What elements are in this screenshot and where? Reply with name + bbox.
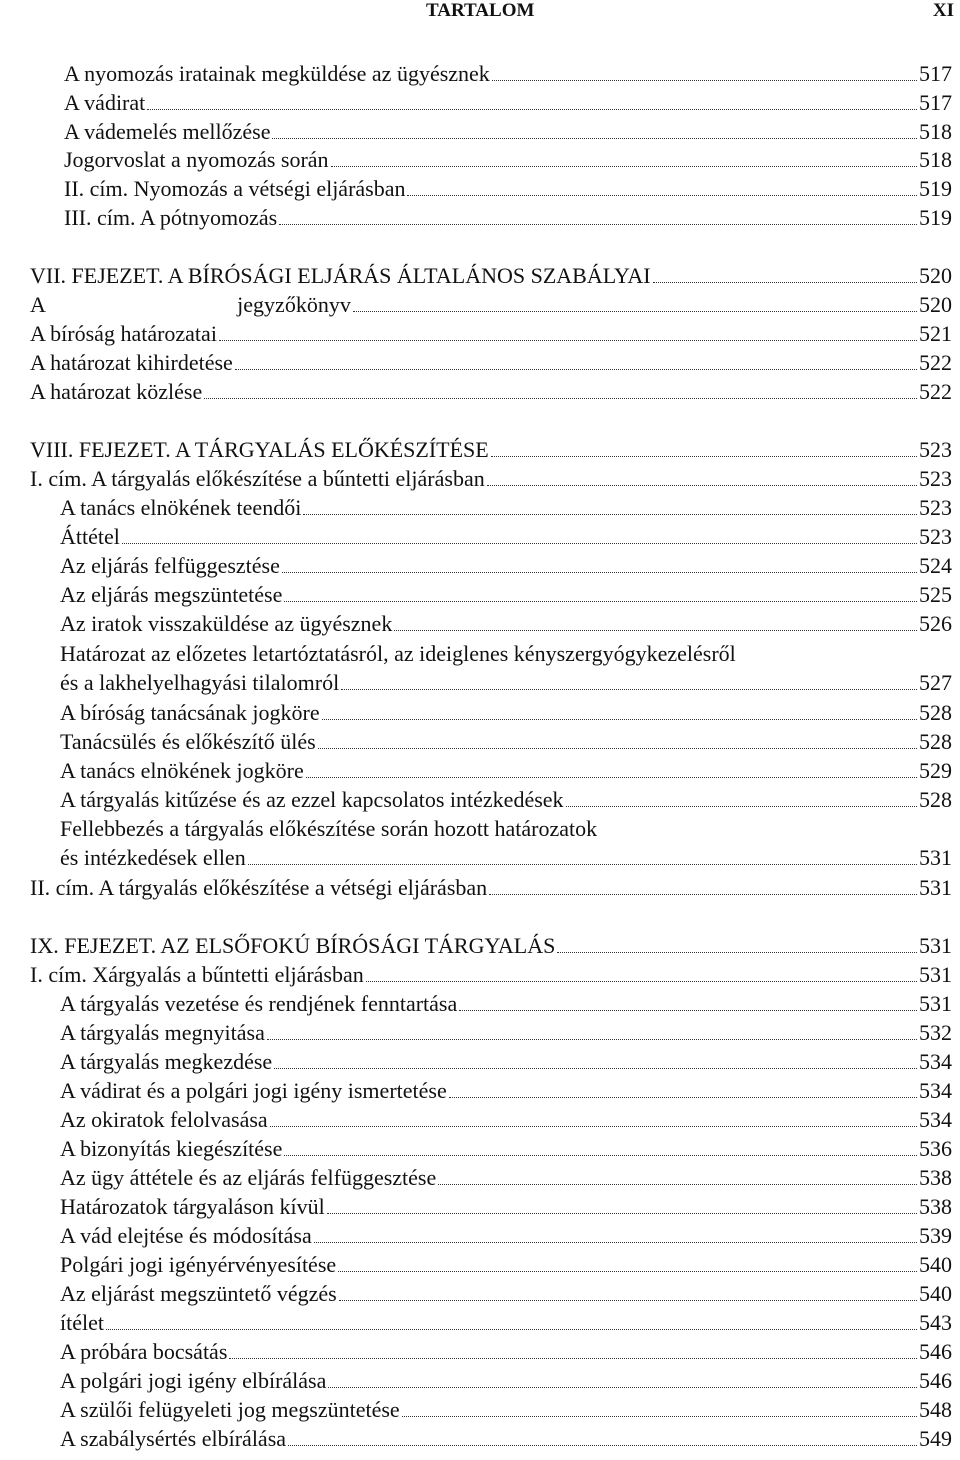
dot-leader — [147, 109, 917, 110]
toc-entry — [0, 640, 960, 698]
toc-entry-label-first-line: Fellebbezés a tárgyalás előkészítése során hozott határozatok — [60, 816, 598, 841]
toc-entry-page-number: 523 — [919, 495, 952, 520]
dot-leader — [491, 456, 917, 457]
toc-entry-page-number: 519 — [919, 205, 952, 230]
toc-entry-page-number: 539 — [919, 1223, 952, 1248]
toc-entry — [0, 961, 960, 989]
toc-entry-page-number: 520 — [919, 292, 952, 317]
toc-entry-page-number: 528 — [919, 787, 952, 812]
toc-entry — [0, 552, 960, 580]
toc-entry-page-number: 524 — [919, 553, 952, 578]
toc-entry-label: A vád elejtése és módosítása — [60, 1223, 312, 1248]
toc-entry-label: A vádemelés mellőzése — [64, 119, 271, 144]
toc-entry-page-number: 531 — [919, 875, 952, 900]
dot-leader — [106, 1329, 917, 1330]
dot-leader — [353, 311, 917, 312]
toc-entry-label: A próbára bocsátás — [60, 1339, 228, 1364]
toc-entry — [0, 1019, 960, 1047]
toc-entry-page-number: 525 — [919, 582, 952, 607]
toc-entry — [0, 1280, 960, 1308]
dot-leader — [284, 601, 917, 602]
toc-entry-label: A tárgyalás megnyitása — [60, 1020, 265, 1045]
toc-entry-page-number: 534 — [919, 1078, 952, 1103]
toc-entry — [0, 1425, 960, 1453]
toc-entry-page-number: 520 — [919, 263, 952, 288]
toc-entry-label: A tárgyalás vezetése és rendjének fenntartása — [60, 991, 458, 1016]
toc-entry-label: és intézkedések ellen — [60, 845, 246, 870]
toc-entry — [0, 757, 960, 785]
dot-leader — [279, 224, 917, 225]
dot-leader — [653, 282, 917, 283]
toc-entry — [0, 1309, 960, 1337]
toc-entry-label-first-line: Határozat az előzetes letartóztatásról, az ideiglenes kényszergyógykezelésről — [60, 641, 736, 666]
toc-entry — [0, 1222, 960, 1250]
toc-entry-label: A bíróság tanácsának jogköre — [60, 700, 320, 725]
toc-entry — [0, 320, 960, 348]
toc-entry — [0, 932, 960, 960]
dot-leader — [338, 1271, 917, 1272]
dot-leader — [122, 543, 917, 544]
toc-entry — [0, 465, 960, 493]
toc-entry-page-number: 519 — [919, 176, 952, 201]
toc-entry — [0, 1135, 960, 1163]
toc-entry-page-number: 531 — [919, 933, 952, 958]
toc-entry-label: Az eljárás felfüggesztése — [60, 553, 280, 578]
toc-entry-label: Az eljárást megszüntető végzés — [60, 1281, 337, 1306]
dot-leader — [284, 1155, 917, 1156]
toc-entry-label: Polgári jogi igényérvényesítése — [60, 1252, 337, 1277]
dot-leader — [288, 1445, 917, 1446]
dot-leader — [394, 630, 917, 631]
dot-leader — [489, 894, 917, 895]
toc-entry — [0, 815, 960, 873]
toc-entry — [0, 1164, 960, 1192]
toc-entry — [0, 990, 960, 1018]
page-header — [0, 0, 960, 26]
dot-leader — [267, 1039, 917, 1040]
toc-entry-label: A bizonyítás kiegészítése — [60, 1136, 283, 1161]
toc-entry-label: A vádirat — [64, 90, 146, 115]
toc-entry — [0, 874, 960, 902]
toc-entry — [0, 1251, 960, 1279]
dot-leader — [322, 719, 917, 720]
dot-leader — [331, 166, 917, 167]
toc-entry — [0, 89, 960, 117]
toc-entry-label: IX. FEJEZET. AZ ELSŐFOKÚ BÍRÓSÁGI TÁRGYALÁS — [30, 933, 556, 958]
dot-leader — [366, 981, 917, 982]
toc-entry — [0, 378, 960, 406]
dot-leader — [270, 1126, 917, 1127]
toc-entry-label: Tanácsülés és előkészítő ülés — [60, 729, 316, 754]
toc-entry-page-number: 549 — [919, 1426, 952, 1451]
toc-entry-page-number: 540 — [919, 1281, 952, 1306]
dot-leader — [219, 340, 917, 341]
toc-entry — [0, 1338, 960, 1366]
toc-entry-label: A tanács elnökének jogköre — [60, 758, 304, 783]
toc-entry-label: II. cím. A tárgyalás előkészítése a vétségi eljárásban — [30, 875, 488, 900]
toc-entry-page-number: 521 — [919, 321, 952, 346]
toc-entry-page-number: 526 — [919, 611, 952, 636]
toc-entry-label: III. cím. A pótnyomozás — [64, 205, 278, 230]
toc-entry-label: I. cím. A tárgyalás előkészítése a bűntetti eljárásban — [30, 466, 485, 491]
toc-entry-label: A szülői felügyeleti jog megszüntetése — [60, 1397, 400, 1422]
toc-entry — [0, 146, 960, 174]
toc-entry-label: A határozat közlése — [30, 379, 203, 404]
toc-entry-label: Jogorvoslat a nyomozás során — [64, 147, 329, 172]
toc-entry-page-number: 534 — [919, 1107, 952, 1132]
toc-entry-page-number: 522 — [919, 350, 952, 375]
toc-entry-page-number: 518 — [919, 119, 952, 144]
dot-leader — [566, 806, 917, 807]
toc-entry-label: ítélet — [60, 1310, 104, 1335]
dot-leader — [459, 1010, 917, 1011]
dot-leader — [327, 1213, 917, 1214]
toc-entry-page-number: 517 — [919, 90, 952, 115]
toc-entry — [0, 1396, 960, 1424]
toc-entry — [0, 60, 960, 88]
toc-entry — [0, 262, 960, 290]
toc-entry-page-number: 518 — [919, 147, 952, 172]
toc-entry — [0, 610, 960, 638]
toc-entry — [0, 581, 960, 609]
toc-entry-page-number: 523 — [919, 466, 952, 491]
toc-entry — [0, 786, 960, 814]
toc-entry-page-number: 517 — [919, 61, 952, 86]
dot-leader — [235, 369, 917, 370]
toc-entry-label: Áttétel — [60, 524, 120, 549]
toc-entry-label: A szabálysértés elbírálása — [60, 1426, 287, 1451]
toc-entry — [0, 494, 960, 522]
toc-entry-page-number: 546 — [919, 1339, 952, 1364]
toc-entry-page-number: 540 — [919, 1252, 952, 1277]
toc-entry — [0, 1077, 960, 1105]
dot-leader — [492, 80, 917, 81]
toc-entry-page-number: 546 — [919, 1368, 952, 1393]
toc-entry — [0, 349, 960, 377]
toc-entry-page-number: 534 — [919, 1049, 952, 1074]
toc-entry — [0, 436, 960, 464]
dot-leader — [306, 777, 917, 778]
dot-leader — [314, 1242, 917, 1243]
toc-entry-page-number: 538 — [919, 1194, 952, 1219]
toc-entry — [0, 118, 960, 146]
toc-entry — [0, 1193, 960, 1221]
toc-entry-label: Az iratok visszaküldése az ügyésznek — [60, 611, 393, 636]
toc-entry-label: Határozatok tárgyaláson kívül — [60, 1194, 325, 1219]
dot-leader — [282, 572, 917, 573]
dot-leader — [328, 1387, 917, 1388]
toc-entry-label: A határozat kihirdetése — [30, 350, 233, 375]
toc-entry-label: A tárgyalás megkezdése — [60, 1049, 273, 1074]
toc-entry-label: Az eljárás megszüntetése — [60, 582, 283, 607]
toc-entry-page-number: 523 — [919, 437, 952, 462]
dot-leader — [229, 1358, 917, 1359]
toc-entry-page-number: 531 — [919, 991, 952, 1016]
dot-leader — [557, 952, 917, 953]
dot-leader — [339, 1300, 917, 1301]
toc-entry-page-number: 531 — [919, 845, 952, 870]
toc-entry — [0, 523, 960, 551]
toc-entry-label: II. cím. Nyomozás a vétségi eljárásban — [64, 176, 406, 201]
toc-entry-page-number: 529 — [919, 758, 952, 783]
toc-entry-page-number: 522 — [919, 379, 952, 404]
dot-leader — [407, 195, 917, 196]
toc-entry-label: A tárgyalás kitűzése és az ezzel kapcsolatos intézkedések — [60, 787, 564, 812]
toc-entry-label: A nyomozás iratainak megküldése az ügyésznek — [64, 61, 490, 86]
toc-entry-page-number: 531 — [919, 962, 952, 987]
toc-entry-page-number: 536 — [919, 1136, 952, 1161]
toc-entry-page-number: 538 — [919, 1165, 952, 1190]
dot-leader — [402, 1416, 917, 1417]
dot-leader — [449, 1097, 917, 1098]
toc-entry-label: A bíróság határozatai — [30, 321, 217, 346]
toc-entry-label: Az ügy áttétele és az eljárás felfüggesztése — [60, 1165, 437, 1190]
toc-entry-page-number: 523 — [919, 524, 952, 549]
header-page-number: XI — [932, 0, 954, 21]
toc-entry — [0, 204, 960, 232]
toc-entry — [0, 699, 960, 727]
header-title: TARTALOM — [426, 0, 535, 21]
toc-entry-page-number: 543 — [919, 1310, 952, 1335]
toc-entry — [0, 1106, 960, 1134]
toc-entry-page-number: 527 — [919, 670, 952, 695]
toc-entry — [0, 1048, 960, 1076]
toc-entry-label: I. cím. Xárgyalás a bűntetti eljárásban — [30, 962, 364, 987]
toc-entry — [0, 175, 960, 203]
dot-leader — [303, 514, 917, 515]
dot-leader — [438, 1184, 917, 1185]
toc-entry-label: VIII. FEJEZET. A TÁRGYALÁS ELŐKÉSZÍTÉSE — [30, 437, 489, 462]
dot-leader — [274, 1068, 917, 1069]
toc-entry-page-number: 528 — [919, 700, 952, 725]
toc-entry-label: A tanács elnökének teendői — [60, 495, 302, 520]
dot-leader — [487, 485, 917, 486]
toc-entry-label: A polgári jogi igény elbírálása — [60, 1368, 327, 1393]
toc-entry-label: VII. FEJEZET. A BÍRÓSÁGI ELJÁRÁS ÁLTALÁNOS SZABÁLYAI — [30, 263, 651, 288]
toc-entry-label: Az okiratok felolvasása — [60, 1107, 268, 1132]
dot-leader — [341, 689, 917, 690]
toc-entry-page-number: 532 — [919, 1020, 952, 1045]
toc-entry-page-number: 528 — [919, 729, 952, 754]
toc-entry-label: A vádirat és a polgári jogi igény ismertetése — [60, 1078, 447, 1103]
toc-entry-label: és a lakhelyelhagyási tilalomról — [60, 670, 340, 695]
toc-entry — [0, 728, 960, 756]
dot-leader — [318, 748, 917, 749]
dot-leader — [272, 138, 917, 139]
toc-entry-page-number: 548 — [919, 1397, 952, 1422]
toc-entry — [0, 291, 960, 319]
dot-leader — [204, 398, 917, 399]
dot-leader — [248, 864, 917, 865]
toc-entry — [0, 1367, 960, 1395]
toc-entry-label: A jegyzőkönyv — [30, 292, 351, 317]
